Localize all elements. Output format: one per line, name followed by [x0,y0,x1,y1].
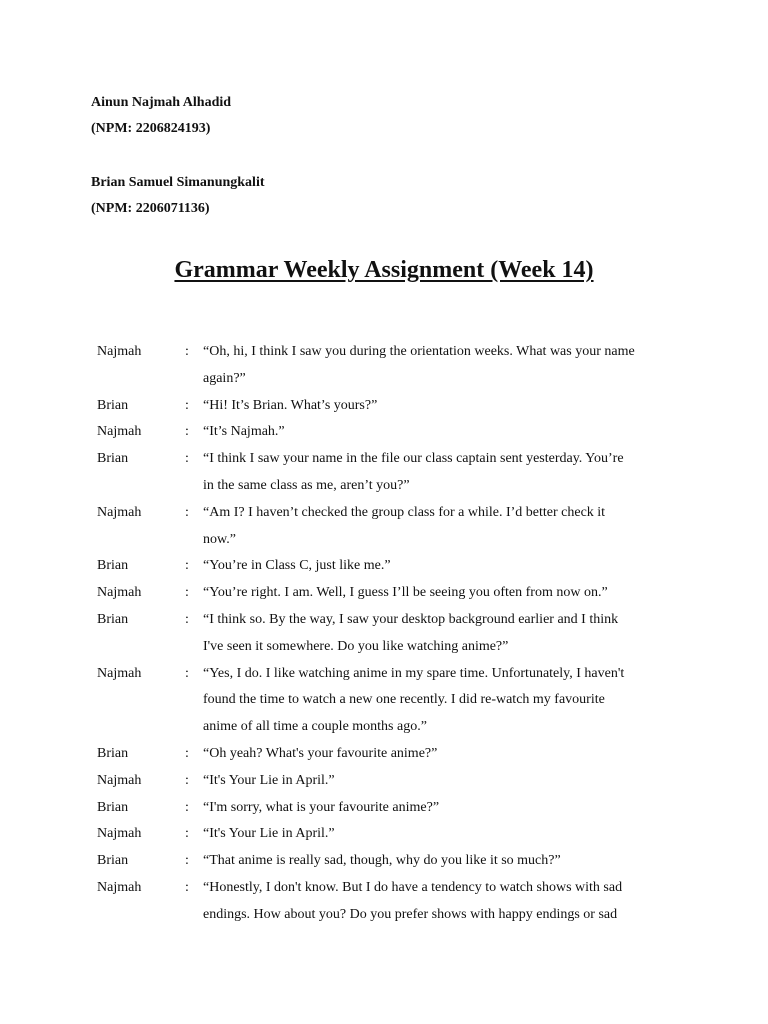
dialogue-turn [97,661,697,741]
utterance-line: “Oh yeah? What's your favourite anime?” [203,745,438,761]
utterance [203,875,697,929]
speaker-separator: : [185,451,189,467]
utterance [203,607,697,661]
dialogue-turn [97,500,697,554]
dialogue-turn [97,768,697,795]
utterance [203,419,697,446]
utterance [203,848,697,875]
utterance-line: “Honestly, I don't know. But I do have a tendency to watch shows with sad [203,879,623,895]
dialogue-turn [97,393,697,420]
utterance-line: again?” [203,370,246,386]
utterance [203,795,697,822]
utterance-line: anime of all time a couple months ago.” [203,719,427,735]
utterance-line: “It's Your Lie in April.” [203,826,335,842]
utterance-line: now.” [203,531,236,547]
speaker-separator: : [185,772,189,788]
document-title: Grammar Weekly Assignment (Week 14) [174,257,594,283]
speaker-name: Brian [97,451,129,467]
speaker-separator: : [185,799,189,815]
speaker-name: Brian [97,611,129,627]
author-1 [91,90,491,142]
utterance [203,446,697,500]
speaker-separator: : [185,424,189,440]
dialogue-turn [97,795,697,822]
utterance [203,741,697,768]
speaker-name: Brian [97,745,129,761]
speaker-separator: : [185,585,189,601]
utterance-line: “Oh, hi, I think I saw you during the orientation weeks. What was your name [203,344,635,359]
speaker-name: Brian [97,853,129,869]
speaker-name: Najmah [97,879,142,895]
speaker-name: Najmah [97,826,142,842]
utterance-line: found the time to watch a new one recently. I did re-watch my favourite [203,692,605,708]
speaker-separator: : [185,826,189,842]
dialogue-turn [97,580,697,607]
speaker-separator: : [185,853,189,869]
dialogue-turn [97,419,697,446]
author-2 [91,170,491,222]
utterance-line: “I think so. By the way, I saw your desktop background earlier and I think [203,611,619,627]
utterance [203,821,697,848]
utterance-line: “Yes, I do. I like watching anime in my spare time. Unfortunately, I haven't [203,665,625,681]
utterance-line: “Hi! It’s Brian. What’s yours?” [203,397,378,413]
author-npm: (NPM: 2206824193) [91,121,211,136]
utterance [203,768,697,795]
speaker-separator: : [185,344,189,359]
speaker-name: Najmah [97,344,142,359]
speaker-separator: : [185,611,189,627]
utterance-line: in the same class as me, aren’t you?” [203,477,410,493]
dialogue-turn [97,607,697,661]
utterance [203,339,697,393]
speaker-separator: : [185,504,189,520]
speaker-name: Brian [97,397,129,413]
dialogue-turn [97,848,697,875]
utterance [203,661,697,741]
utterance-line: “I'm sorry, what is your favourite anime?” [203,799,440,815]
speaker-name: Najmah [97,424,142,440]
dialogue-turn [97,446,697,500]
utterance-line: “That anime is really sad, though, why do you like it so much?” [203,853,561,869]
dialogue-turn [97,339,697,393]
speaker-separator: : [185,558,189,574]
speaker-separator: : [185,397,189,413]
speaker-name: Najmah [97,585,142,601]
utterance-line: “You’re right. I am. Well, I guess I’ll be seeing you often from now on.” [203,585,608,601]
author-name: Brian Samuel Simanungkalit [91,175,265,190]
utterance [203,500,697,554]
speaker-name: Brian [97,799,129,815]
speaker-name: Najmah [97,772,142,788]
dialogue-turn [97,741,697,768]
utterance [203,393,697,420]
dialogue-list [97,339,697,929]
utterance [203,553,697,580]
utterance-line: “It’s Najmah.” [203,424,285,440]
utterance-line: endings. How about you? Do you prefer shows with happy endings or sad [203,906,618,922]
speaker-separator: : [185,745,189,761]
speaker-name: Najmah [97,665,142,681]
utterance-line: “I think I saw your name in the file our class captain sent yesterday. You’re [203,451,624,467]
utterance-line: I've seen it somewhere. Do you like watching anime?” [203,638,509,654]
dialogue-turn [97,821,697,848]
speaker-name: Najmah [97,504,142,520]
utterance-line: “It's Your Lie in April.” [203,772,335,788]
author-name: Ainun Najmah Alhadid [91,95,232,110]
speaker-name: Brian [97,558,129,574]
dialogue-turn [97,553,697,580]
author-npm: (NPM: 2206071136) [91,201,210,216]
utterance-line: “Am I? I haven’t checked the group class for a while. I’d better check it [203,504,606,520]
utterance [203,580,697,607]
speaker-separator: : [185,665,189,681]
speaker-separator: : [185,879,189,895]
dialogue-turn [97,875,697,929]
utterance-line: “You’re in Class C, just like me.” [203,558,391,574]
